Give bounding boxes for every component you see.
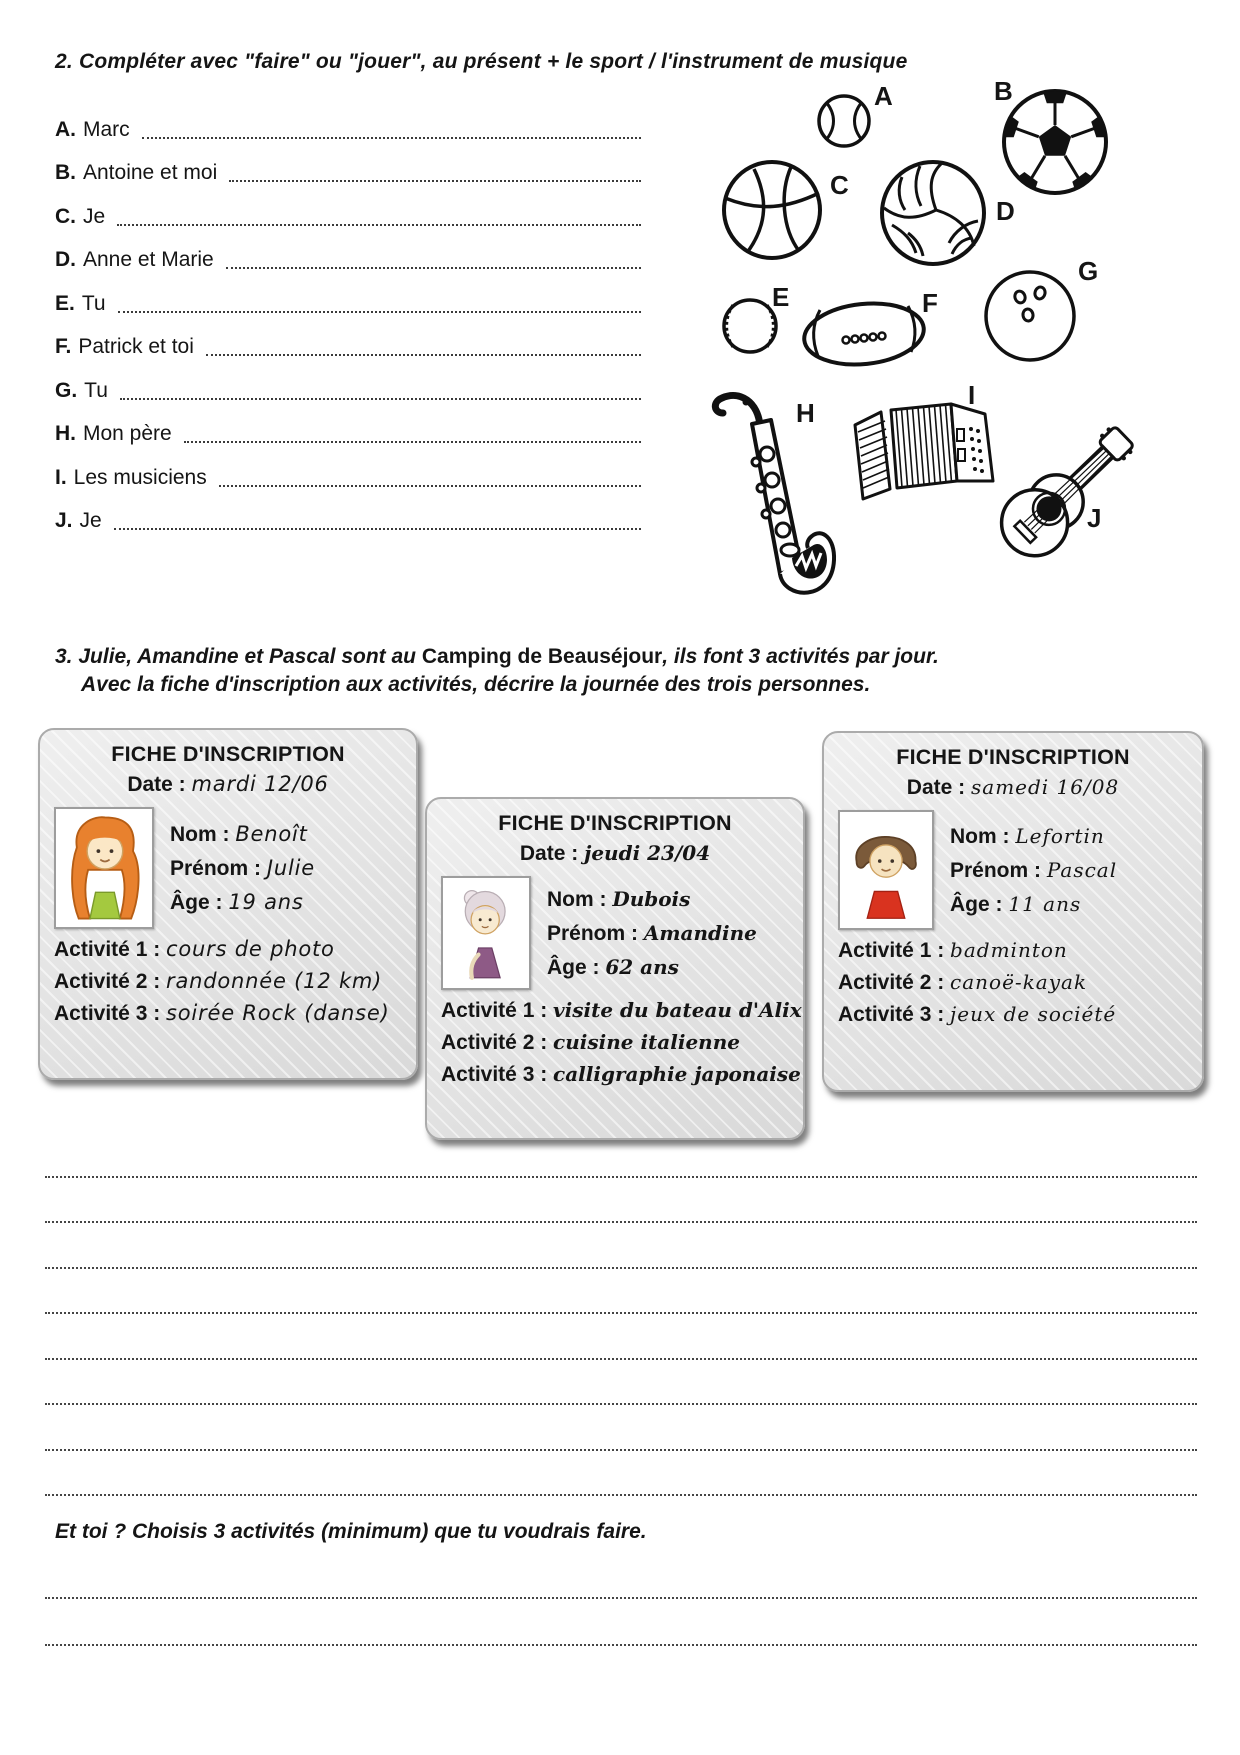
item-letter: A. (55, 117, 76, 141)
answer-line (45, 1451, 1197, 1497)
prenom-value: Julie (266, 855, 315, 880)
nom-label: Nom : (547, 887, 607, 911)
prenom-value: Amandine (643, 920, 757, 945)
card-activities (441, 998, 802, 1087)
basketball-icon (720, 158, 824, 262)
activity2-label: Activité 2 : (441, 1031, 548, 1054)
card-fields (154, 822, 402, 915)
activity3-label: Activité 3 : (54, 1002, 161, 1025)
item-name: Antoine et moi (83, 161, 218, 184)
item-name: Tu (84, 378, 108, 402)
exercise2-row (55, 230, 641, 274)
exercise2-row (55, 186, 641, 230)
footer-prompt: Et toi ? Choisis 3 activités (minimum) que tu voudrais faire. (55, 1520, 647, 1543)
boy-avatar-icon (844, 816, 928, 924)
baseball-icon (720, 296, 780, 356)
title-part: 3. Julie, Amandine et Pascal sont au (55, 645, 422, 668)
answer-line (45, 1178, 1197, 1224)
date-label: Date : (519, 842, 579, 865)
item-letter: D. (55, 248, 76, 271)
field-nom (950, 824, 1188, 849)
date-label: Date : (906, 776, 966, 799)
picture-label: C (830, 170, 849, 200)
registration-card-julie (38, 728, 418, 1080)
blank-answer-line (184, 441, 641, 443)
card-identity-row (838, 810, 1188, 930)
item-name: Tu (81, 291, 106, 315)
activity1-value: cours de photo (166, 937, 335, 961)
activity2-label: Activité 2 : (838, 971, 945, 994)
age-value: 11 ans (1008, 891, 1082, 916)
picture-label: F (922, 288, 938, 318)
activity3-value: soirée Rock (danse) (166, 1001, 390, 1025)
blank-answer-line (117, 224, 641, 226)
picture-label: B (994, 76, 1013, 106)
card-activities (54, 937, 402, 1026)
activity2-value: randonnée (12 km) (166, 969, 383, 993)
exercise2-row (55, 404, 641, 448)
date-value: samedi 16/08 (971, 775, 1120, 799)
card-activities (838, 938, 1188, 1027)
card-header: FICHE D'INSCRIPTION (896, 745, 1130, 769)
soccer-ball-icon (998, 88, 1112, 200)
card-date (441, 841, 789, 866)
baseball (720, 296, 780, 356)
item-name: Marc (83, 117, 130, 141)
title-part-campsite: Camping de Beauséjour (421, 645, 663, 668)
age-label: Âge : (547, 955, 600, 979)
activity3-value: calligraphie japonaise (553, 1062, 801, 1086)
answer-line (45, 1552, 1197, 1599)
blank-answer-line (229, 180, 641, 182)
field-prenom (547, 921, 789, 946)
answer-line (45, 1405, 1197, 1451)
blank-answer-line (114, 528, 641, 530)
date-label: Date : (127, 773, 186, 796)
blank-answer-line (219, 485, 641, 487)
field-age (950, 892, 1188, 917)
activity-2 (54, 969, 402, 994)
bowling-ball (983, 268, 1078, 363)
activity1-value: visite du bateau d'Alix (553, 998, 802, 1022)
age-label: Âge : (170, 890, 223, 914)
exercise3-title-line1 (55, 643, 1215, 671)
nom-value: Lefortin (1015, 823, 1105, 848)
exercise3-title-line2: Avec la fiche d'inscription aux activités, décrire la journée des trois personnes. (81, 673, 871, 696)
saxophone (708, 388, 848, 618)
activity1-label: Activité 1 : (54, 938, 161, 961)
activity-3 (441, 1062, 801, 1087)
card-date (54, 772, 402, 797)
picture-label: H (796, 398, 815, 428)
prenom-label: Prénom : (170, 856, 262, 880)
activity3-label: Activité 3 : (838, 1003, 945, 1026)
guitar-icon (975, 408, 1150, 583)
age-value: 19 ans (228, 889, 304, 914)
exercise2-row (55, 491, 641, 535)
item-letter: H. (55, 422, 76, 445)
activity-2 (838, 970, 1188, 995)
nom-label: Nom : (950, 824, 1010, 848)
prenom-value: Pascal (1046, 857, 1118, 882)
activity-1 (54, 937, 402, 962)
item-letter: G. (55, 378, 78, 402)
guitar (975, 408, 1150, 583)
picture-label: G (1078, 256, 1099, 286)
field-age (170, 890, 402, 915)
age-value: 62 ans (605, 954, 679, 979)
exercise2-row (55, 447, 641, 491)
activity-2 (441, 1030, 789, 1055)
blank-answer-line (206, 354, 641, 356)
volleyball-icon (878, 158, 988, 268)
card-header: FICHE D'INSCRIPTION (111, 742, 345, 766)
exercise2-title: 2. Compléter avec "faire" ou "jouer", au présent + le sport / l'instrument de musique (55, 50, 908, 73)
answer-line (45, 1314, 1197, 1360)
date-value: jeudi 23/04 (584, 841, 711, 865)
blank-answer-line (142, 137, 641, 139)
field-prenom (170, 856, 402, 881)
exercise2-row (55, 317, 641, 361)
photo-pascal (838, 810, 934, 930)
activity1-label: Activité 1 : (441, 999, 548, 1022)
nom-value: Benoît (235, 821, 308, 846)
exercise3-answer-lines (45, 1132, 1197, 1496)
registration-card-pascal (822, 731, 1204, 1092)
american-football (798, 298, 930, 370)
activity2-label: Activité 2 : (54, 970, 161, 993)
exercise2-row (55, 273, 641, 317)
basketball (720, 158, 824, 262)
answer-line (45, 1223, 1197, 1269)
item-letter: J. (55, 509, 73, 532)
field-nom (170, 822, 402, 847)
activity-3 (838, 1002, 1188, 1027)
activity1-value: badminton (950, 938, 1068, 962)
answer-line (45, 1132, 1197, 1178)
nom-value: Dubois (612, 886, 691, 911)
card-fields (934, 824, 1188, 917)
exercise2-row (55, 360, 641, 404)
girl-avatar-icon (60, 813, 148, 923)
item-name: Je (79, 509, 102, 532)
picture-label: A (874, 81, 893, 111)
activity1-label: Activité 1 : (838, 939, 945, 962)
answer-line (45, 1269, 1197, 1315)
registration-card-amandine (425, 797, 805, 1140)
card-header: FICHE D'INSCRIPTION (498, 811, 732, 835)
nom-label: Nom : (170, 822, 230, 846)
item-letter: I. (55, 465, 67, 489)
item-letter: F. (55, 335, 72, 358)
item-letter: C. (55, 204, 76, 228)
card-identity-row (54, 807, 402, 929)
volleyball (878, 158, 988, 268)
picture-label: D (996, 196, 1015, 226)
blank-answer-line (226, 267, 641, 269)
field-prenom (950, 858, 1188, 883)
activity2-value: cuisine italienne (553, 1030, 740, 1054)
answer-line (45, 1599, 1197, 1646)
photo-amandine (441, 876, 531, 990)
tennis-ball-icon (815, 92, 873, 150)
activity-1 (441, 998, 802, 1023)
picture-label: E (772, 282, 790, 312)
activity-3 (54, 1001, 402, 1026)
exercise2-row (55, 143, 641, 187)
soccer-ball (998, 88, 1112, 200)
item-letter: B. (55, 161, 76, 184)
item-name: Mon père (83, 422, 172, 445)
activity3-value: jeux de société (950, 1002, 1117, 1026)
item-name: Patrick et toi (78, 335, 194, 358)
sports-instruments-illustrations (650, 76, 1228, 620)
blank-answer-line (120, 398, 641, 400)
tennis-ball (815, 92, 873, 150)
card-fields (531, 887, 789, 980)
title-part: , ils font 3 activités par jour. (662, 645, 939, 668)
date-value: mardi 12/06 (191, 772, 329, 796)
exercise3-title (55, 643, 1215, 699)
item-letter: E. (55, 291, 75, 315)
prenom-label: Prénom : (950, 858, 1042, 882)
exercise2-row (55, 99, 641, 143)
picture-label: J (1087, 503, 1102, 533)
activity-1 (838, 938, 1188, 963)
blank-answer-line (118, 311, 641, 313)
elderly-woman-avatar-icon (447, 882, 525, 984)
footer-answer-lines (45, 1552, 1197, 1646)
age-label: Âge : (950, 892, 1003, 916)
prenom-label: Prénom : (547, 921, 639, 945)
american-football-icon (798, 298, 930, 370)
item-name: Les musiciens (73, 465, 207, 489)
item-name: Anne et Marie (83, 248, 214, 271)
activity3-label: Activité 3 : (441, 1063, 548, 1086)
photo-julie (54, 807, 154, 929)
exercise2-list (55, 99, 641, 534)
field-age (547, 955, 789, 980)
bowling-ball-icon (983, 268, 1078, 363)
item-name: Je (83, 204, 106, 228)
field-nom (547, 887, 789, 912)
answer-line (45, 1360, 1197, 1406)
saxophone-icon (708, 388, 848, 618)
card-identity-row (441, 876, 789, 990)
picture-label: I (968, 380, 976, 410)
card-date (838, 775, 1188, 800)
activity2-value: canoë-kayak (950, 970, 1088, 994)
